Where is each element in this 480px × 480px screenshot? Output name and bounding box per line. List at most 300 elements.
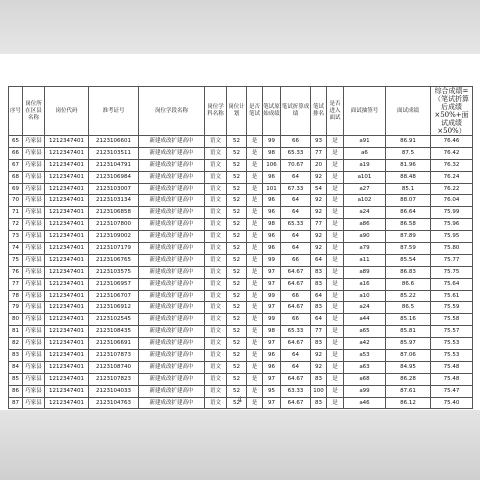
cell-written: 是: [247, 219, 263, 231]
cell-written: 是: [247, 159, 263, 171]
cell-county: 巧家县: [23, 254, 45, 266]
cell-interview-score: 85.54: [386, 254, 431, 266]
cell-county: 巧家县: [23, 385, 45, 397]
cell-written-weighted: 66: [281, 136, 311, 148]
cell-interview-score: 88.07: [386, 195, 431, 207]
cell-written-score: 96: [263, 350, 281, 362]
cell-lot-no: a24: [344, 207, 386, 219]
cell-exam-no: 2123106707: [89, 290, 139, 302]
cell-written-score: 99: [263, 254, 281, 266]
cell-lot-no: a24: [344, 302, 386, 314]
cell-lot-no: a90: [344, 231, 386, 243]
cell-school: 新建成改扩建高中: [139, 350, 205, 362]
cell-county: 巧家县: [23, 397, 45, 409]
cell-unit-code: 1212347401: [45, 171, 89, 183]
cell-exam-no: 2123108740: [89, 361, 139, 373]
cell-unit-code: 1212347401: [45, 147, 89, 159]
cell-written-rank: 92: [311, 231, 327, 243]
cell-unit-code: 1212347401: [45, 219, 89, 231]
cell-unit-code: 1212347401: [45, 361, 89, 373]
cell-total: 75.77: [431, 254, 473, 266]
cell-school: 新建成改扩建高中: [139, 326, 205, 338]
table-row: [9, 278, 473, 290]
cell-plan: 52: [227, 254, 247, 266]
cell-county: 巧家县: [23, 136, 45, 148]
cell-interview-score: 86.28: [386, 373, 431, 385]
cell-seq: 80: [9, 314, 23, 326]
cell-written: 是: [247, 373, 263, 385]
cell-school: 新建成改扩建高中: [139, 243, 205, 255]
cell-interview-in: 是: [327, 136, 344, 148]
cell-interview-score: 84.95: [386, 361, 431, 373]
cell-written-rank: 54: [311, 183, 327, 195]
cell-written-score: 101: [263, 183, 281, 195]
cell-seq: 85: [9, 373, 23, 385]
cell-lot-no: a19: [344, 159, 386, 171]
cell-subject: 语文: [205, 338, 227, 350]
cell-interview-in: 是: [327, 385, 344, 397]
cell-seq: 66: [9, 147, 23, 159]
cell-exam-no: 2123104033: [89, 385, 139, 397]
cell-seq: 65: [9, 136, 23, 148]
cell-plan: 52: [227, 183, 247, 195]
cell-subject: 语文: [205, 302, 227, 314]
cell-unit-code: 1212347401: [45, 314, 89, 326]
cell-plan: 52: [227, 195, 247, 207]
cell-written-weighted: 64.67: [281, 397, 311, 409]
cell-written-rank: 83: [311, 278, 327, 290]
table-row: [9, 195, 473, 207]
cell-seq: 81: [9, 326, 23, 338]
cell-exam-no: 2123106912: [89, 302, 139, 314]
cell-school: 新建成改扩建高中: [139, 290, 205, 302]
cell-plan: 52: [227, 136, 247, 148]
cell-subject: 语文: [205, 183, 227, 195]
cell-written-rank: 92: [311, 361, 327, 373]
cell-interview-in: 是: [327, 302, 344, 314]
cell-unit-code: 1212347401: [45, 373, 89, 385]
cell-exam-no: 2123104763: [89, 397, 139, 409]
cell-written-rank: 83: [311, 397, 327, 409]
cell-county: 巧家县: [23, 219, 45, 231]
cell-lot-no: a10: [344, 290, 386, 302]
table-row: [9, 219, 473, 231]
cell-written: 是: [247, 302, 263, 314]
cell-county: 巧家县: [23, 207, 45, 219]
cell-county: 巧家县: [23, 159, 45, 171]
cell-interview-in: 是: [327, 373, 344, 385]
cell-lot-no: a63: [344, 361, 386, 373]
header-lot-no: 面试抽签号: [344, 87, 386, 136]
cell-written-score: 96: [263, 231, 281, 243]
cell-written: 是: [247, 350, 263, 362]
cell-lot-no: a11: [344, 254, 386, 266]
cell-interview-score: 87.59: [386, 243, 431, 255]
cell-lot-no: a99: [344, 385, 386, 397]
header-school: 岗位学段名称: [139, 87, 205, 136]
cell-county: 巧家县: [23, 147, 45, 159]
cell-written-rank: 64: [311, 254, 327, 266]
cell-plan: 52: [227, 302, 247, 314]
cell-seq: 84: [9, 361, 23, 373]
cell-written-score: 96: [263, 195, 281, 207]
cell-interview-in: 是: [327, 397, 344, 409]
cell-county: 巧家县: [23, 350, 45, 362]
cell-seq: 67: [9, 159, 23, 171]
cell-county: 巧家县: [23, 326, 45, 338]
cell-written-weighted: 67.33: [281, 183, 311, 195]
cell-subject: 语文: [205, 219, 227, 231]
cell-school: 新建成改扩建高中: [139, 136, 205, 148]
cell-interview-in: 是: [327, 350, 344, 362]
cell-written: 是: [247, 207, 263, 219]
cell-unit-code: 1212347401: [45, 254, 89, 266]
cell-school: 新建成改扩建高中: [139, 195, 205, 207]
table-row: [9, 171, 473, 183]
cell-plan: 52: [227, 385, 247, 397]
cell-unit-code: 1212347401: [45, 266, 89, 278]
cell-exam-no: 2123106601: [89, 136, 139, 148]
cell-written-weighted: 64: [281, 243, 311, 255]
cell-seq: 71: [9, 207, 23, 219]
cell-school: 新建成改扩建高中: [139, 385, 205, 397]
table-row: [9, 266, 473, 278]
header-county: 岗位所在区县名称: [23, 87, 45, 136]
cell-written-weighted: 64.67: [281, 266, 311, 278]
cell-total: 75.48: [431, 373, 473, 385]
table-row: [9, 147, 473, 159]
cell-seq: 73: [9, 231, 23, 243]
cell-county: 巧家县: [23, 266, 45, 278]
cell-written-weighted: 64: [281, 171, 311, 183]
cell-school: 新建成改扩建高中: [139, 147, 205, 159]
cell-written: 是: [247, 278, 263, 290]
cell-written: 是: [247, 385, 263, 397]
cell-lot-no: a27: [344, 183, 386, 195]
cell-total: 75.53: [431, 338, 473, 350]
cell-county: 巧家县: [23, 278, 45, 290]
cell-seq: 82: [9, 338, 23, 350]
cell-unit-code: 1212347401: [45, 159, 89, 171]
cell-written-weighted: 65.33: [281, 326, 311, 338]
top-background: [0, 0, 480, 54]
cell-exam-no: 2123104791: [89, 159, 139, 171]
cell-school: 新建成改扩建高中: [139, 373, 205, 385]
cell-subject: 语文: [205, 147, 227, 159]
cell-interview-in: 是: [327, 231, 344, 243]
table-row: [9, 207, 473, 219]
cell-school: 新建成改扩建高中: [139, 159, 205, 171]
header-interview-score: 面试成绩: [386, 87, 431, 136]
cell-interview-in: 是: [327, 183, 344, 195]
cell-subject: 语文: [205, 326, 227, 338]
cell-total: 75.47: [431, 385, 473, 397]
cell-written-rank: 92: [311, 195, 327, 207]
cell-plan: 52: [227, 314, 247, 326]
cell-unit-code: 1212347401: [45, 338, 89, 350]
cell-total: 75.96: [431, 219, 473, 231]
cell-lot-no: a53: [344, 350, 386, 362]
cell-seq: 72: [9, 219, 23, 231]
cell-written-score: 99: [263, 314, 281, 326]
cell-seq: 68: [9, 171, 23, 183]
cell-exam-no: 2123103511: [89, 147, 139, 159]
cell-interview-score: 85.97: [386, 338, 431, 350]
cell-plan: 52: [227, 159, 247, 171]
cell-lot-no: a79: [344, 243, 386, 255]
cell-school: 新建成改扩建高中: [139, 231, 205, 243]
cell-written-rank: 83: [311, 266, 327, 278]
cell-written-weighted: 65.33: [281, 147, 311, 159]
cell-written-weighted: 64: [281, 195, 311, 207]
cell-lot-no: a42: [344, 338, 386, 350]
cell-county: 巧家县: [23, 361, 45, 373]
cell-exam-no: 2123106765: [89, 254, 139, 266]
cell-total: 75.57: [431, 326, 473, 338]
cell-interview-score: 85.81: [386, 326, 431, 338]
cell-subject: 语文: [205, 254, 227, 266]
header-written-rank: 笔试排名: [311, 87, 327, 136]
cell-written-rank: 92: [311, 350, 327, 362]
page-number: 4: [237, 396, 243, 404]
cell-county: 巧家县: [23, 243, 45, 255]
cell-county: 巧家县: [23, 183, 45, 195]
cell-interview-score: 86.12: [386, 397, 431, 409]
cell-subject: 语文: [205, 171, 227, 183]
cell-written: 是: [247, 243, 263, 255]
cell-plan: 52: [227, 171, 247, 183]
cell-unit-code: 1212347401: [45, 183, 89, 195]
cell-seq: 83: [9, 350, 23, 362]
cell-subject: 语文: [205, 314, 227, 326]
cell-written-rank: 83: [311, 338, 327, 350]
cell-interview-in: 是: [327, 159, 344, 171]
bottom-background: [0, 410, 480, 480]
table-row: [9, 243, 473, 255]
results-table: [8, 86, 473, 409]
cell-subject: 语文: [205, 266, 227, 278]
cell-interview-in: 是: [327, 171, 344, 183]
cell-school: 新建成改扩建高中: [139, 338, 205, 350]
cell-interview-in: 是: [327, 314, 344, 326]
cell-seq: 75: [9, 254, 23, 266]
cell-county: 巧家县: [23, 373, 45, 385]
cell-plan: 52: [227, 147, 247, 159]
table-row: [9, 350, 473, 362]
cell-unit-code: 1212347401: [45, 278, 89, 290]
cell-exam-no: 2123108435: [89, 326, 139, 338]
cell-written: 是: [247, 136, 263, 148]
cell-subject: 语文: [205, 278, 227, 290]
cell-exam-no: 2123107823: [89, 373, 139, 385]
cell-total: 75.53: [431, 350, 473, 362]
cell-subject: 语文: [205, 195, 227, 207]
cell-subject: 语文: [205, 385, 227, 397]
cell-interview-score: 87.06: [386, 350, 431, 362]
cell-written-score: 97: [263, 278, 281, 290]
cell-subject: 语文: [205, 350, 227, 362]
cell-written-score: 95: [263, 385, 281, 397]
cell-interview-score: 86.64: [386, 207, 431, 219]
table-row: [9, 314, 473, 326]
cell-unit-code: 1212347401: [45, 290, 89, 302]
cell-plan: 52: [227, 243, 247, 255]
cell-interview-score: 86.6: [386, 278, 431, 290]
cell-written-weighted: 66: [281, 290, 311, 302]
table-row: [9, 183, 473, 195]
cell-exam-no: 2123102545: [89, 314, 139, 326]
cell-seq: 87: [9, 397, 23, 409]
cell-written-rank: 93: [311, 136, 327, 148]
cell-county: 巧家县: [23, 302, 45, 314]
cell-total: 76.46: [431, 136, 473, 148]
cell-unit-code: 1212347401: [45, 207, 89, 219]
cell-lot-no: a102: [344, 195, 386, 207]
cell-written-rank: 100: [311, 385, 327, 397]
cell-lot-no: a91: [344, 136, 386, 148]
table-body: [9, 136, 473, 409]
cell-written-rank: 77: [311, 219, 327, 231]
cell-interview-score: 87.5: [386, 147, 431, 159]
cell-lot-no: a6: [344, 147, 386, 159]
cell-written-weighted: 64.67: [281, 373, 311, 385]
cell-interview-in: 是: [327, 195, 344, 207]
cell-written: 是: [247, 397, 263, 409]
cell-written-rank: 92: [311, 207, 327, 219]
cell-written-weighted: 64.67: [281, 338, 311, 350]
cell-written-score: 97: [263, 338, 281, 350]
cell-exam-no: 2123103134: [89, 195, 139, 207]
cell-county: 巧家县: [23, 314, 45, 326]
cell-school: 新建成改扩建高中: [139, 314, 205, 326]
cell-subject: 语文: [205, 159, 227, 171]
cell-written-score: 98: [263, 326, 281, 338]
cell-county: 巧家县: [23, 171, 45, 183]
cell-interview-in: 是: [327, 290, 344, 302]
cell-written-score: 106: [263, 159, 281, 171]
cell-written: 是: [247, 183, 263, 195]
cell-written-score: 96: [263, 207, 281, 219]
cell-exam-no: 2123107800: [89, 219, 139, 231]
cell-interview-in: 是: [327, 326, 344, 338]
cell-unit-code: 1212347401: [45, 326, 89, 338]
table-row: [9, 136, 473, 148]
cell-written: 是: [247, 147, 263, 159]
cell-unit-code: 1212347401: [45, 385, 89, 397]
cell-subject: 语文: [205, 207, 227, 219]
cell-written-score: 96: [263, 243, 281, 255]
cell-interview-score: 81.96: [386, 159, 431, 171]
cell-seq: 69: [9, 183, 23, 195]
cell-interview-score: 86.5: [386, 302, 431, 314]
cell-total: 75.99: [431, 207, 473, 219]
cell-subject: 语文: [205, 136, 227, 148]
cell-subject: 语文: [205, 361, 227, 373]
cell-lot-no: a89: [344, 266, 386, 278]
cell-total: 75.48: [431, 361, 473, 373]
cell-written-rank: 77: [311, 147, 327, 159]
table-header-row: [9, 87, 473, 136]
cell-written-weighted: 63.33: [281, 385, 311, 397]
cell-interview-in: 是: [327, 254, 344, 266]
cell-interview-in: 是: [327, 278, 344, 290]
cell-exam-no: 2123106858: [89, 207, 139, 219]
cell-county: 巧家县: [23, 338, 45, 350]
header-written: 是否笔试: [247, 87, 263, 136]
header-subject: 岗位学科名称: [205, 87, 227, 136]
cell-county: 巧家县: [23, 290, 45, 302]
cell-plan: 52: [227, 397, 247, 409]
header-written-score: 笔试原始成绩: [263, 87, 281, 136]
cell-exam-no: 2123106691: [89, 338, 139, 350]
cell-seq: 79: [9, 302, 23, 314]
cell-unit-code: 1212347401: [45, 195, 89, 207]
cell-lot-no: a44: [344, 314, 386, 326]
cell-written-weighted: 64: [281, 231, 311, 243]
cell-plan: 52: [227, 350, 247, 362]
cell-written: 是: [247, 326, 263, 338]
cell-written: 是: [247, 195, 263, 207]
cell-written-rank: 64: [311, 314, 327, 326]
cell-interview-in: 是: [327, 243, 344, 255]
cell-written-score: 97: [263, 373, 281, 385]
cell-total: 75.75: [431, 266, 473, 278]
cell-lot-no: a46: [344, 397, 386, 409]
cell-plan: 52: [227, 338, 247, 350]
cell-written-weighted: 64.67: [281, 302, 311, 314]
cell-county: 巧家县: [23, 231, 45, 243]
cell-school: 新建成改扩建高中: [139, 302, 205, 314]
cell-plan: 52: [227, 361, 247, 373]
cell-interview-score: 86.58: [386, 219, 431, 231]
cell-seq: 78: [9, 290, 23, 302]
cell-unit-code: 1212347401: [45, 302, 89, 314]
cell-subject: 语文: [205, 290, 227, 302]
cell-written-score: 96: [263, 171, 281, 183]
cell-plan: 52: [227, 290, 247, 302]
cell-total: 75.59: [431, 302, 473, 314]
cell-interview-score: 85.16: [386, 314, 431, 326]
header-unit-code: 岗位代码: [45, 87, 89, 136]
cell-lot-no: a65: [344, 326, 386, 338]
cell-interview-score: 87.61: [386, 385, 431, 397]
cell-interview-in: 是: [327, 219, 344, 231]
cell-written: 是: [247, 231, 263, 243]
cell-total: 75.64: [431, 278, 473, 290]
cell-written-score: 99: [263, 290, 281, 302]
cell-interview-score: 88.48: [386, 171, 431, 183]
cell-county: 巧家县: [23, 195, 45, 207]
cell-school: 新建成改扩建高中: [139, 171, 205, 183]
cell-written: 是: [247, 290, 263, 302]
table-row: [9, 159, 473, 171]
cell-lot-no: a68: [344, 373, 386, 385]
cell-school: 新建成改扩建高中: [139, 397, 205, 409]
cell-seq: 70: [9, 195, 23, 207]
cell-written-score: 98: [263, 219, 281, 231]
cell-unit-code: 1212347401: [45, 243, 89, 255]
cell-plan: 52: [227, 207, 247, 219]
cell-school: 新建成改扩建高中: [139, 361, 205, 373]
cell-written-score: 97: [263, 266, 281, 278]
cell-school: 新建成改扩建高中: [139, 219, 205, 231]
cell-written-rank: 83: [311, 373, 327, 385]
cell-written-weighted: 66: [281, 314, 311, 326]
cell-written-rank: 20: [311, 159, 327, 171]
table-row: [9, 254, 473, 266]
cell-unit-code: 1212347401: [45, 350, 89, 362]
cell-lot-no: a101: [344, 171, 386, 183]
